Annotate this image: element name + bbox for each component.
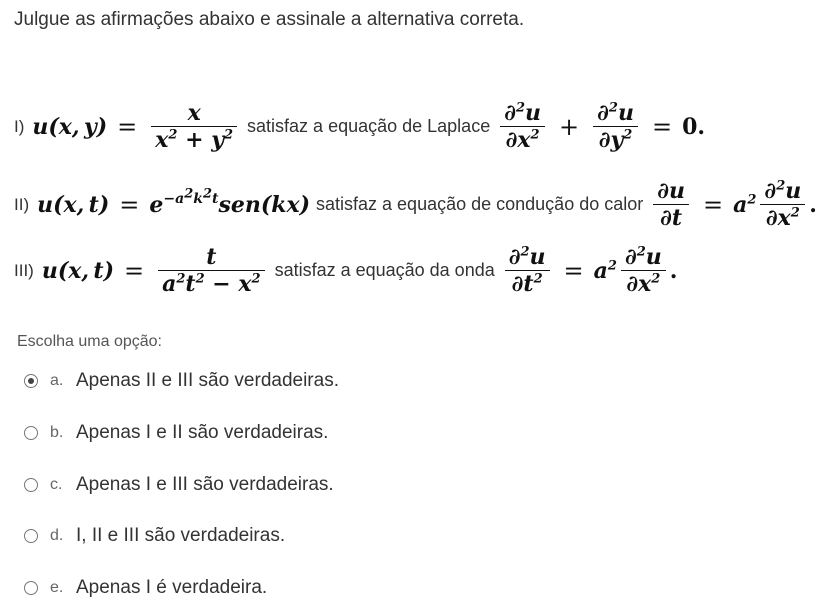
statement-1 — [14, 100, 705, 153]
choose-option-label: Escolha uma opção: — [17, 333, 162, 350]
statement-3 — [14, 244, 677, 297]
statement-1-text: satisfaz a equação de Laplace — [247, 116, 491, 136]
equals-sign: = — [124, 256, 145, 285]
heat-d2u-dx2: $\frac{\partial^2u}{\partial x^2}$ — [760, 178, 805, 231]
option-letter: a. — [50, 372, 64, 389]
option-text: Apenas I é verdadeira. — [76, 577, 268, 598]
radio-button[interactable] — [24, 478, 38, 492]
option-a[interactable] — [24, 370, 339, 392]
statement-1-numeral: I) — [14, 116, 25, 136]
radio-button[interactable] — [24, 426, 38, 440]
a-squared: $a^2$ — [593, 257, 617, 284]
wave-d2u-dt2: $\frac{\partial^2u}{\partial t^2}$ — [505, 244, 550, 297]
fraction-x-over-x2y2: $\frac{x}{x^2 + y^2}$ — [151, 100, 237, 153]
statement-1-function: u(x, y) — [32, 113, 108, 140]
radio-button-selected[interactable] — [24, 374, 38, 388]
option-e[interactable] — [24, 577, 267, 599]
option-letter: d. — [50, 527, 64, 544]
option-letter: c. — [50, 476, 63, 493]
heat-solution: $e^{-a^2k^2t}sen(kx)$ — [149, 186, 311, 218]
period: . — [669, 257, 678, 284]
zero-value: 0. — [682, 113, 706, 140]
option-d[interactable] — [24, 525, 285, 547]
equals-sign: = — [117, 112, 138, 141]
a-squared: $a^2$ — [733, 191, 757, 218]
period: . — [809, 191, 817, 218]
laplace-d2u-dx2: $\frac{\partial^2u}{\partial x^2}$ — [500, 100, 545, 153]
plus-sign: + — [559, 112, 580, 141]
heat-du-dt: $\frac{\partial u}{\partial t}$ — [653, 178, 689, 231]
equals-sign: = — [703, 190, 724, 219]
statement-3-text: satisfaz a equação da onda — [274, 260, 495, 280]
question-prompt: Julgue as afirmações abaixo e assinale a alternativa correta. — [14, 9, 525, 30]
statement-3-function: u(x, t) — [41, 257, 114, 284]
laplace-d2u-dy2: $\frac{\partial^2u}{\partial y^2}$ — [593, 100, 638, 153]
radio-button[interactable] — [24, 529, 38, 543]
statement-2-function: u(x, t) — [37, 191, 110, 218]
option-letter: e. — [50, 579, 64, 596]
fraction-t-over-a2t2-x2: $\frac{t}{a^2t^2 - x^2}$ — [158, 244, 264, 297]
option-letter: b. — [50, 424, 64, 441]
statement-3-numeral: III) — [14, 260, 34, 280]
option-text: Apenas I e III são verdadeiras. — [76, 474, 334, 495]
option-c[interactable] — [24, 474, 334, 496]
equals-sign: = — [119, 190, 140, 219]
option-text: Apenas I e II são verdadeiras. — [76, 422, 329, 443]
wave-d2u-dx2: $\frac{\partial^2u}{\partial x^2}$ — [621, 244, 666, 297]
radio-button[interactable] — [24, 581, 38, 595]
statement-2 — [14, 178, 817, 231]
equals-sign: = — [651, 112, 673, 141]
option-b[interactable] — [24, 422, 328, 444]
option-text: Apenas II e III são verdadeiras. — [76, 370, 339, 391]
statement-2-numeral: II) — [14, 194, 30, 214]
statement-2-text: satisfaz a equação de condução do calor — [316, 194, 644, 214]
option-text: I, II e III são verdadeiras. — [76, 525, 286, 546]
equals-sign: = — [563, 256, 584, 285]
